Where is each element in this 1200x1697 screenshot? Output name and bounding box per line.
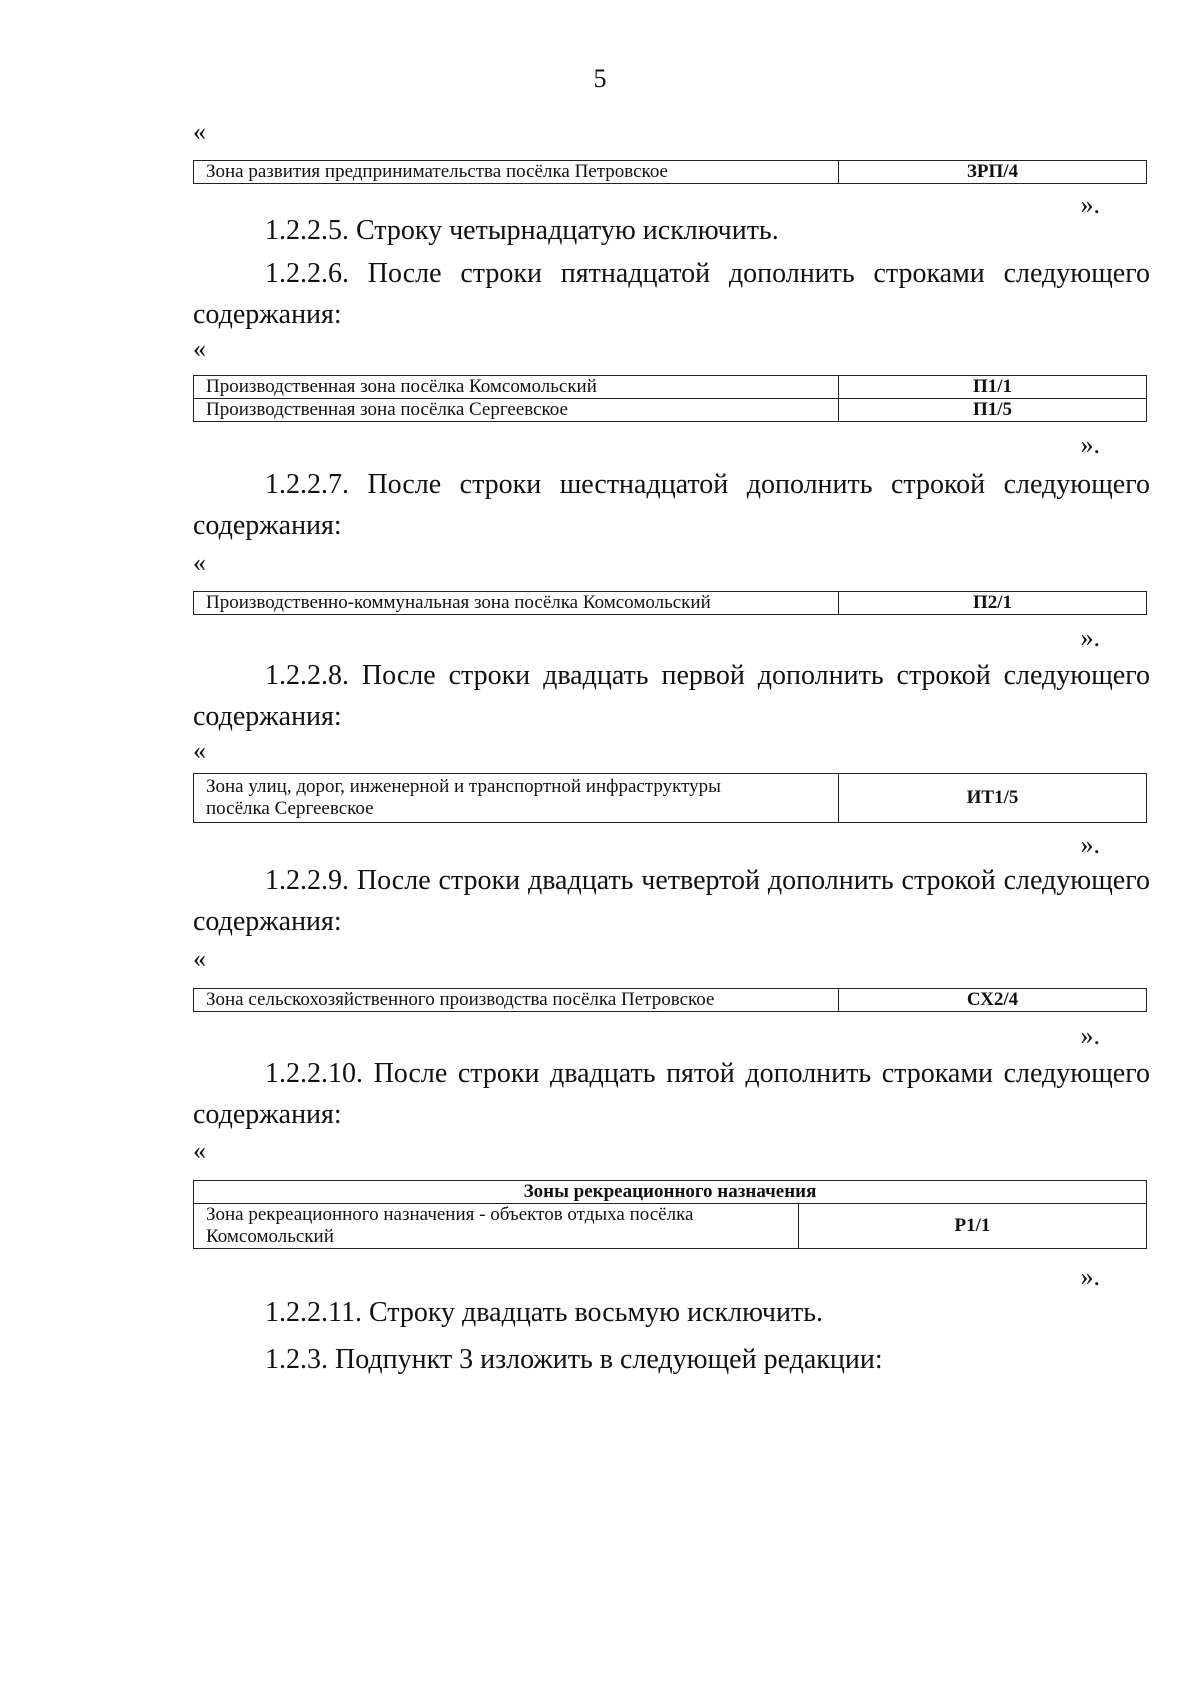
table-row bbox=[194, 989, 1147, 1012]
table-row bbox=[194, 774, 1147, 823]
zone-table bbox=[193, 988, 1147, 1012]
zone-name-cell: Производственно-коммунальная зона посёлка Комсомольский bbox=[194, 592, 839, 615]
zone-name-cell: Производственная зона посёлка Комсомольский bbox=[194, 376, 839, 399]
paragraph-1-2-2-9: 1.2.2.9. После строки двадцать четвертой дополнить строкой следующего содержания: bbox=[193, 865, 1150, 937]
opening-quote: « bbox=[193, 334, 206, 363]
table-header-row bbox=[194, 1181, 1147, 1204]
opening-quote: « bbox=[193, 1136, 206, 1165]
zone-name-line: посёлка Сергеевское bbox=[206, 798, 374, 819]
zone-name-cell bbox=[194, 1204, 799, 1249]
zone-code-cell: СХ2/4 bbox=[839, 989, 1147, 1012]
opening-quote: « bbox=[193, 736, 206, 765]
table-row bbox=[194, 399, 1147, 422]
zone-name-cell: Производственная зона посёлка Сергеевское bbox=[194, 399, 839, 422]
page-number: 5 bbox=[593, 64, 607, 93]
paragraph-1-2-2-7: 1.2.2.7. После строки шестнадцатой дополнить строкой следующего содержания: bbox=[193, 469, 1150, 541]
paragraph-1-2-3: 1.2.3. Подпункт 3 изложить в следующей редакции: bbox=[265, 1344, 883, 1375]
opening-quote: « bbox=[193, 117, 206, 146]
opening-quote: « bbox=[193, 548, 206, 577]
zone-table bbox=[193, 773, 1147, 823]
paragraph-1-2-2-8: 1.2.2.8. После строки двадцать первой дополнить строкой следующего содержания: bbox=[193, 660, 1150, 732]
zone-name-cell bbox=[194, 774, 839, 823]
closing-quote: ». bbox=[1080, 1262, 1100, 1291]
table-row bbox=[194, 592, 1147, 615]
zone-name-line: Зона рекреационного назначения - объектов отдыха посёлка bbox=[206, 1204, 694, 1225]
zone-name-cell: Зона сельскохозяйственного производства посёлка Петровское bbox=[194, 989, 839, 1012]
zone-code-cell: ЗРП/4 bbox=[839, 161, 1147, 184]
closing-quote: ». bbox=[1080, 830, 1100, 859]
paragraph-1-2-2-11: 1.2.2.11. Строку двадцать восьмую исключить. bbox=[265, 1297, 823, 1328]
zone-name-line: Зона улиц, дорог, инженерной и транспортной инфраструктуры bbox=[206, 776, 721, 797]
zone-code-cell: П2/1 bbox=[839, 592, 1147, 615]
paragraph-1-2-2-10: 1.2.2.10. После строки двадцать пятой дополнить строками следующего содержания: bbox=[193, 1058, 1150, 1130]
zone-group-header: Зоны рекреационного назначения bbox=[194, 1181, 1147, 1204]
zone-table bbox=[193, 591, 1147, 615]
paragraph-1-2-2-6: 1.2.2.6. После строки пятнадцатой дополнить строками следующего содержания: bbox=[193, 258, 1150, 330]
zone-code-cell: Р1/1 bbox=[799, 1204, 1147, 1249]
table-row bbox=[194, 1204, 1147, 1249]
closing-quote: ». bbox=[1080, 1021, 1100, 1050]
paragraph-1-2-2-5: 1.2.2.5. Строку четырнадцатую исключить. bbox=[265, 215, 779, 246]
zone-name-cell: Зона развития предпринимательства посёлка Петровское bbox=[194, 161, 839, 184]
table-row bbox=[194, 376, 1147, 399]
table-row bbox=[194, 161, 1147, 184]
closing-quote: ». bbox=[1080, 430, 1100, 459]
zone-code-cell: ИТ1/5 bbox=[839, 774, 1147, 823]
zone-table bbox=[193, 160, 1147, 184]
opening-quote: « bbox=[193, 944, 206, 973]
closing-quote: ». bbox=[1080, 623, 1100, 652]
zone-code-cell: П1/5 bbox=[839, 399, 1147, 422]
zone-name-line: Комсомольский bbox=[206, 1226, 334, 1247]
closing-quote: ». bbox=[1080, 190, 1100, 219]
zone-code-cell: П1/1 bbox=[839, 376, 1147, 399]
zone-table bbox=[193, 1180, 1147, 1249]
zone-table bbox=[193, 375, 1147, 422]
